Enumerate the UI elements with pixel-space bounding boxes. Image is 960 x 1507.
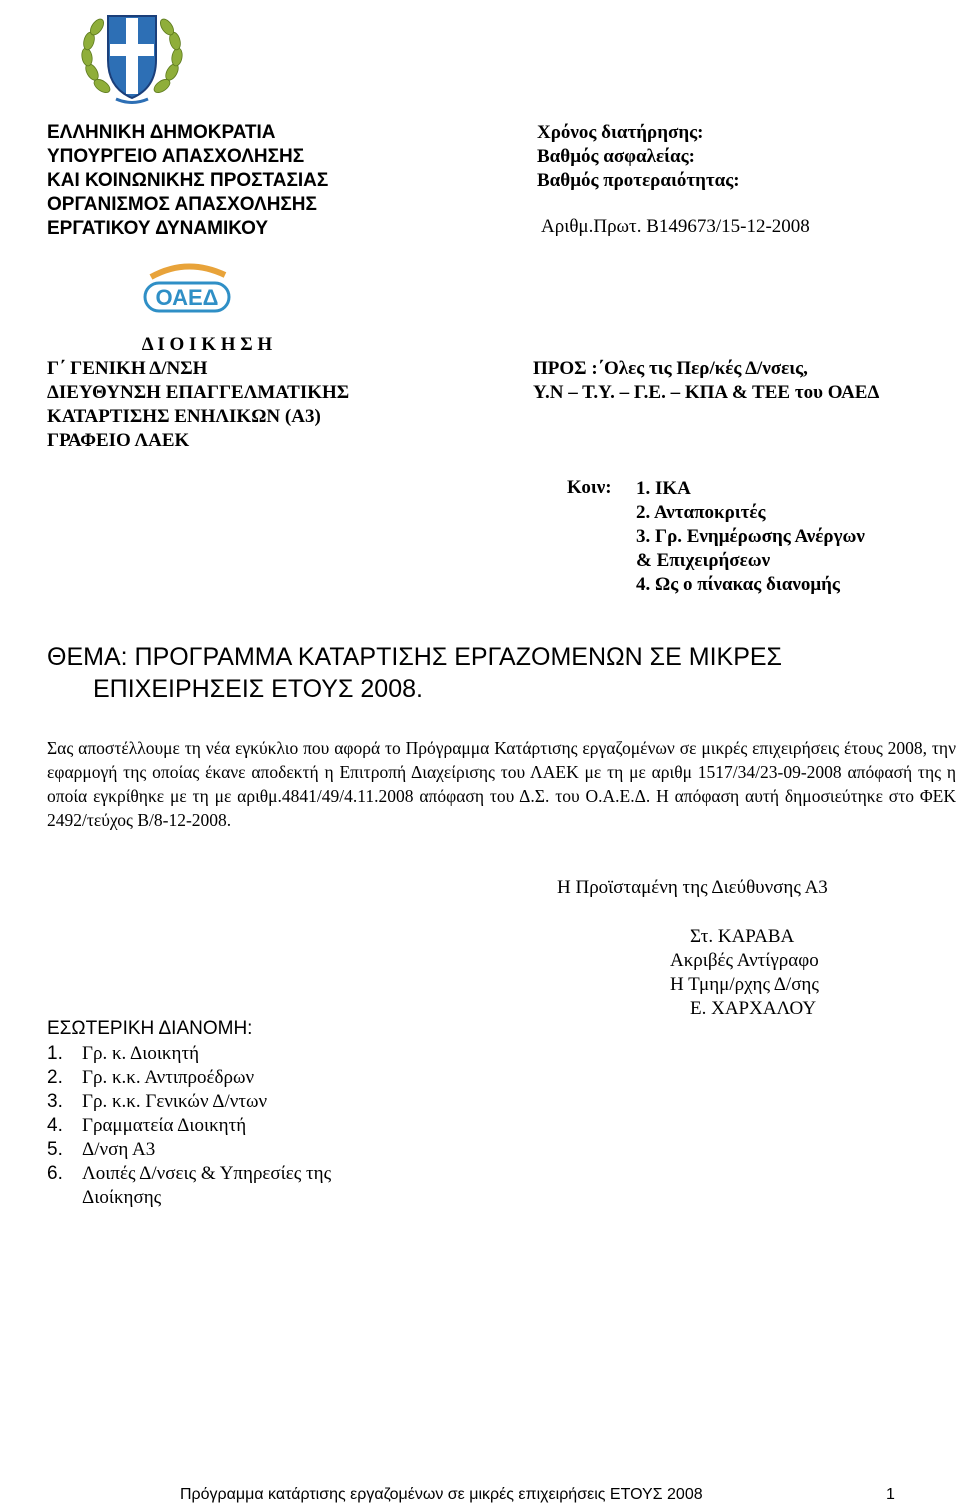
document-metadata [537, 121, 740, 193]
internal-distribution-title: ΕΣΩΤΕΡΙΚΗ ΔΙΑΝΟΜΗ: [47, 1018, 253, 1039]
directorate-line: ΚΑΤΑΡΤΙΣΗΣ ΕΝΗΛΙΚΩΝ (Α3) [47, 406, 321, 427]
subject [47, 641, 782, 705]
recipients-block [533, 357, 879, 405]
list-item-text: Γρ. κ.κ. Γενικών Δ/ντων [82, 1091, 268, 1112]
list-item-number [47, 1186, 82, 1210]
body-paragraph: Σας αποστέλλουμε τη νέα εγκύκλιο που αφορά το Πρόγραμμα Κατάρτισης εργαζομένων σε μικρές επιχειρήσεις έτους 2008, την εφαρμογή της οποίας έκανε αποδεκτή η Επιτροπή Διαχείρισης του ΛΑΕΚ με τη με αριθμ 1517/34/23-09-2008 απόφασή της η οποία εγκρίθηκε με τη με αριθμ.4841/49/4.11.2008 απόφαση του Δ.Σ. του Ο.Α.Ε.Δ. Η απόφαση αυτή δημοσιεύτηκε στο ΦΕΚ 2492/τεύχος Β/8-12-2008. [47, 738, 956, 830]
list-item-number: 6. [47, 1163, 63, 1184]
protocol-number: Αριθμ.Πρωτ. Β149673/15-12-2008 [541, 216, 810, 237]
recipients-line: ΠΡΟΣ :΄Ολες τις Περ/κές Δ/νσεις, [533, 358, 808, 379]
recipients-line: Υ.Ν – Τ.Υ. – Γ.Ε. – ΚΠΑ & ΤΕΕ του ΟΑΕΔ [533, 382, 880, 403]
ministry-line: ΕΛΛΗΝΙΚΗ ΔΗΜΟΚΡΑΤΙΑ [47, 122, 276, 143]
ministry-line: ΕΡΓΑΤΙΚΟΥ ΔΥΝΑΜΙΚΟΥ [47, 218, 268, 239]
list-item-number: 1. [47, 1043, 63, 1064]
subject-line: ΘΕΜΑ: ΠΡΟΓΡΑΜΜΑ ΚΑΤΑΡΤΙΣΗΣ ΕΡΓΑΖΟΜΕΝΩΝ ΣΕ ΜΙΚΡΕΣ [47, 643, 783, 671]
list-item-number: 2. [47, 1067, 63, 1088]
directorate-line: Γ΄ ΓΕΝΙΚΗ Δ/ΝΣΗ [47, 358, 208, 379]
oaed-logo-icon [141, 263, 233, 317]
list-item-text: Διοίκησης [82, 1187, 162, 1208]
ministry-line: ΟΡΓΑΝΙΣΜΟΣ ΑΠΑΣΧΟΛΗΣΗΣ [47, 194, 317, 215]
ministry-line: ΥΠΟΥΡΓΕΙΟ ΑΠΑΣΧΟΛΗΣΗΣ [47, 146, 305, 167]
list-item-number: 3. [47, 1091, 63, 1112]
retention-label: Χρόνος διατήρησης: [537, 122, 704, 143]
administration-title: Δ Ι Ο Ι Κ Η Σ Η [141, 334, 273, 355]
page-footer: Πρόγραμμα κατάρτισης εργαζομένων σε μικρές επιχειρήσεις ΕΤΟΥΣ 2008 [180, 1486, 703, 1503]
internal-distribution-list [47, 1042, 331, 1210]
cc-item: & Επιχειρήσεων [636, 550, 771, 571]
logo-text: ΟΑΕΔ [155, 285, 219, 310]
cc-item: 2. Ανταποκριτές [636, 502, 766, 523]
ministry-line: ΚΑΙ ΚΟΙΝΩΝΙΚΗΣ ΠΡΟΣΤΑΣΙΑΣ [47, 170, 329, 191]
list-item-text: Γραμματεία Διοικητή [82, 1115, 247, 1136]
cc-item: 1. ΙΚΑ [636, 478, 691, 499]
clerk-name: Ε. ΧΑΡΧΑΛΟΥ [690, 998, 817, 1019]
list-item [47, 1138, 331, 1162]
directorate-block [47, 333, 367, 453]
priority-label: Βαθμός προτεραιότητας: [537, 170, 740, 191]
list-item [47, 1162, 331, 1186]
list-item-text: Λοιπές Δ/νσεις & Υπηρεσίες της [82, 1163, 332, 1184]
list-item [47, 1090, 331, 1114]
list-item [47, 1042, 331, 1066]
list-item-text: Γρ. κ.κ. Αντιπροέδρων [82, 1067, 255, 1088]
cc-item: 4. Ως ο πίνακας διανομής [636, 574, 840, 595]
greek-coat-of-arms-icon [78, 2, 186, 107]
list-item [47, 1114, 331, 1138]
signature-title: Η Προϊσταμένη της Διεύθυνσης Α3 [557, 877, 828, 898]
signatory-name: Στ. ΚΑΡΑΒΑ [690, 926, 795, 947]
cc-item: 3. Γρ. Ενημέρωσης Ανέργων [636, 526, 865, 547]
certified-copy-label: Ακριβές Αντίγραφο [670, 950, 819, 971]
directorate-line: ΓΡΑΦΕΙΟ ΛΑΕΚ [47, 430, 190, 451]
list-item-text: Γρ. κ. Διοικητή [82, 1043, 200, 1064]
security-level-label: Βαθμός ασφαλείας: [537, 146, 695, 167]
subject-line: ΕΠΙΧΕΙΡΗΣΕΙΣ ΕΤΟΥΣ 2008. [93, 675, 423, 703]
directorate-line: ΔΙΕΥΘΥΝΣΗ ΕΠΑΓΓΕΛΜΑΤΙΚΗΣ [47, 382, 350, 403]
signature-block [670, 925, 819, 1021]
list-item-number: 4. [47, 1115, 63, 1136]
cc-label: Κοιν: [567, 477, 612, 498]
page-number: 1 [886, 1486, 895, 1503]
list-item-number: 5. [47, 1139, 63, 1160]
cc-list [636, 477, 865, 597]
list-item [47, 1186, 331, 1210]
ministry-header [47, 121, 328, 241]
section-head-label: Η Τμημ/ρχης Δ/σης [670, 974, 819, 995]
list-item [47, 1066, 331, 1090]
list-item-text: Δ/νση Α3 [82, 1139, 156, 1160]
